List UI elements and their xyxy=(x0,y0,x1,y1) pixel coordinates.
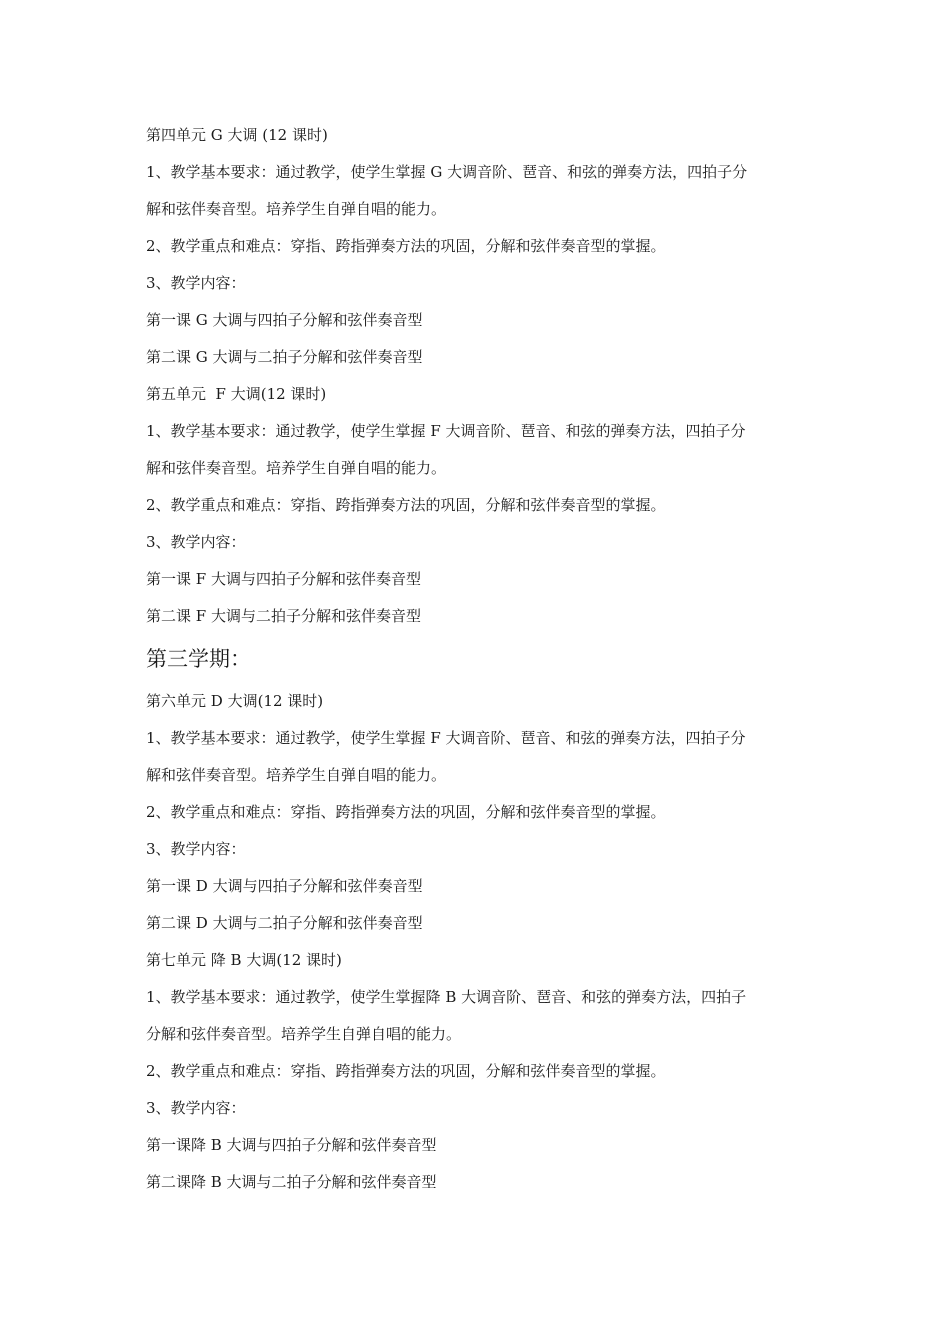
unit7-content-label: 3、教学内容： xyxy=(146,1098,246,1117)
unit6-lesson1: 第一课 D 大调与四拍子分解和弦伴奏音型 xyxy=(146,876,423,895)
unit5-lesson1: 第一课 F 大调与四拍子分解和弦伴奏音型 xyxy=(146,569,421,588)
unit7-requirements-line1: 1、教学基本要求：通过教学，使学生掌握降 B 大调音阶、琶音、和弦的弹奏方法，四拍子 xyxy=(146,987,747,1006)
unit4-content-label: 3、教学内容： xyxy=(146,273,246,292)
unit5-title: 第五单元 F 大调(12 课时) xyxy=(146,384,327,403)
unit4-key-points: 2、教学重点和难点：穿指、跨指弹奏方法的巩固，分解和弦伴奏音型的掌握。 xyxy=(146,236,666,255)
unit6-requirements-line1: 1、教学基本要求：通过教学，使学生掌握 F 大调音阶、琶音、和弦的弹奏方法，四拍子分 xyxy=(146,728,746,747)
unit7-requirements-line2: 分解和弦伴奏音型。培养学生自弹自唱的能力。 xyxy=(146,1024,462,1043)
unit6-title: 第六单元 D 大调(12 课时) xyxy=(146,691,324,710)
unit4-lesson2: 第二课 G 大调与二拍子分解和弦伴奏音型 xyxy=(146,347,423,366)
unit7-title: 第七单元 降 B 大调(12 课时) xyxy=(146,950,342,969)
unit6-requirements-line2: 解和弦伴奏音型。培养学生自弹自唱的能力。 xyxy=(146,765,447,784)
unit7-lesson2: 第二课降 B 大调与二拍子分解和弦伴奏音型 xyxy=(146,1172,437,1191)
document-page xyxy=(146,116,816,1200)
unit4-lesson1: 第一课 G 大调与四拍子分解和弦伴奏音型 xyxy=(146,310,423,329)
unit7-lesson1: 第一课降 B 大调与四拍子分解和弦伴奏音型 xyxy=(146,1135,437,1154)
unit6-content-label: 3、教学内容： xyxy=(146,839,246,858)
unit5-content-label: 3、教学内容： xyxy=(146,532,246,551)
unit5-requirements-line1: 1、教学基本要求：通过教学，使学生掌握 F 大调音阶、琶音、和弦的弹奏方法，四拍子分 xyxy=(146,421,746,440)
unit4-title: 第四单元 G 大调 (12 课时) xyxy=(146,125,328,144)
unit4-requirements-line2: 解和弦伴奏音型。培养学生自弹自唱的能力。 xyxy=(146,199,447,218)
unit4-requirements-line1: 1、教学基本要求：通过教学，使学生掌握 G 大调音阶、琶音、和弦的弹奏方法，四拍子分 xyxy=(146,162,748,181)
unit6-key-points: 2、教学重点和难点：穿指、跨指弹奏方法的巩固，分解和弦伴奏音型的掌握。 xyxy=(146,802,666,821)
unit5-key-points: 2、教学重点和难点：穿指、跨指弹奏方法的巩固，分解和弦伴奏音型的掌握。 xyxy=(146,495,666,514)
semester3-heading: 第三学期： xyxy=(146,647,251,671)
unit5-lesson2: 第二课 F 大调与二拍子分解和弦伴奏音型 xyxy=(146,606,421,625)
unit7-key-points: 2、教学重点和难点：穿指、跨指弹奏方法的巩固，分解和弦伴奏音型的掌握。 xyxy=(146,1061,666,1080)
unit6-lesson2: 第二课 D 大调与二拍子分解和弦伴奏音型 xyxy=(146,913,423,932)
unit5-requirements-line2: 解和弦伴奏音型。培养学生自弹自唱的能力。 xyxy=(146,458,447,477)
